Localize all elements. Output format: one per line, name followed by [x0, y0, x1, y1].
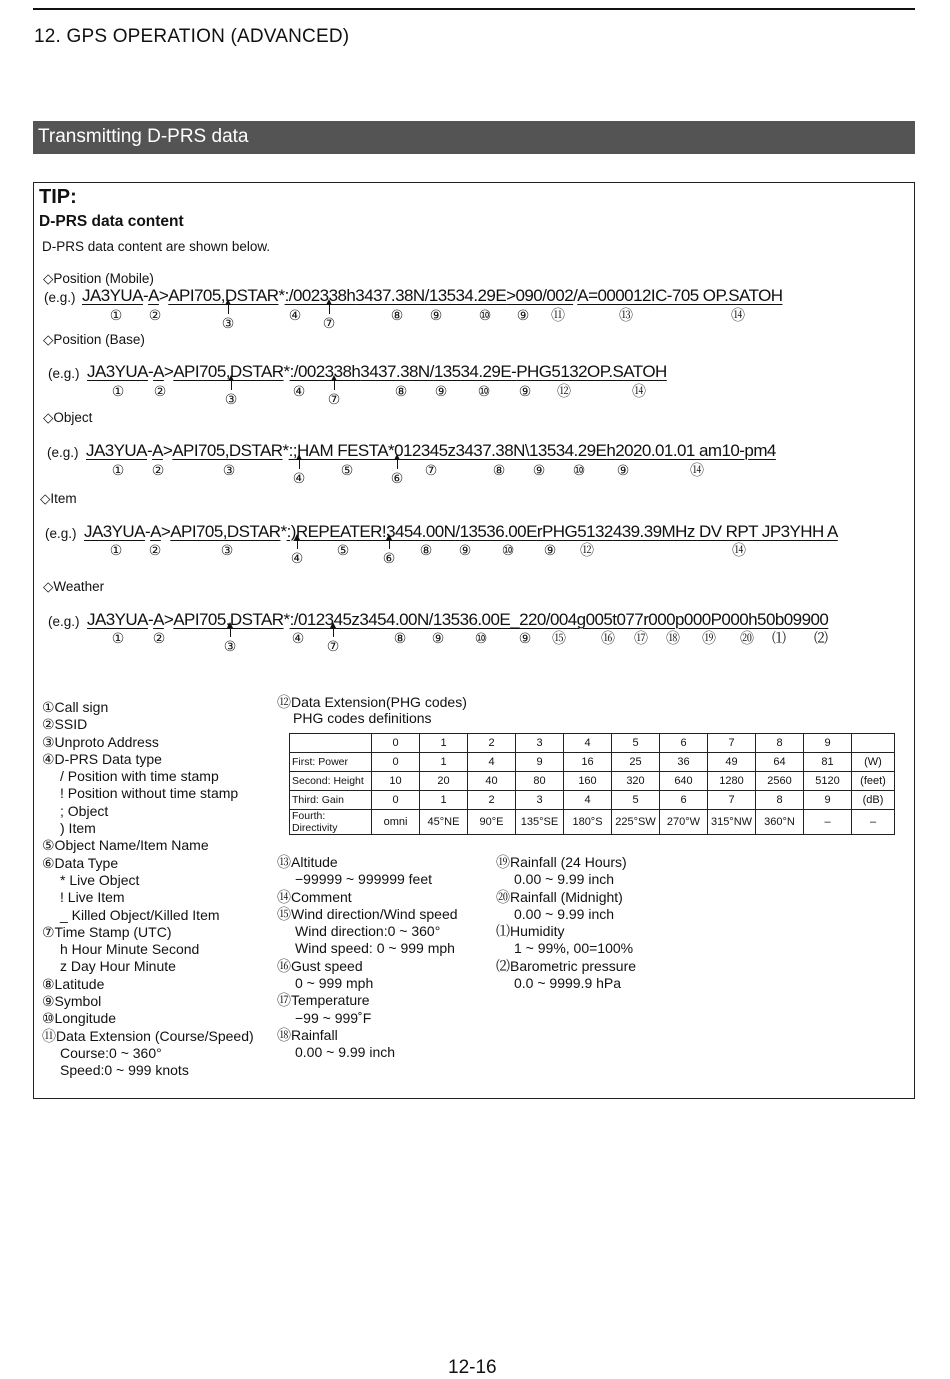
- callout-number: ⑨: [518, 383, 532, 399]
- phg-cell: 225°SW: [612, 810, 660, 835]
- section-bar: [33, 121, 915, 154]
- example-segment: API705,DSTAR: [168, 286, 279, 305]
- callout-number: ①: [111, 462, 125, 478]
- example-segment: OP.SATOH: [587, 362, 667, 381]
- example-segment: /: [429, 362, 434, 381]
- pointer-arrow-icon: [297, 539, 298, 549]
- phg-cell: 8: [756, 791, 804, 810]
- phg-cell: 7: [708, 791, 756, 810]
- phg-cell: 3: [516, 791, 564, 810]
- callout-number: ②: [151, 462, 165, 478]
- callout-number: ④: [292, 383, 306, 399]
- phg-cell: 2: [468, 734, 516, 753]
- example-segment: /: [428, 610, 433, 629]
- tip-subheading: D-PRS data content: [39, 213, 184, 230]
- example-segment: p000: [675, 610, 711, 629]
- phg-cell: 64: [756, 753, 804, 772]
- example-segment: IC-705 OP.SATOH: [650, 286, 783, 305]
- example-label: ◇Object: [43, 410, 93, 425]
- example-segment: >: [163, 610, 174, 629]
- example-segment: h50: [748, 610, 775, 629]
- legend-item: ! Position without time stamp: [60, 785, 239, 802]
- legend-item: ⑴Humidity: [496, 923, 565, 940]
- example-segment: *: [283, 362, 290, 381]
- legend-item: ②SSID: [42, 716, 88, 733]
- tip-heading: TIP:: [39, 186, 77, 208]
- example-segment: -: [511, 362, 517, 381]
- phg-cell: 1: [420, 753, 468, 772]
- legend-middle: [277, 854, 458, 1062]
- example-segment: 3454.00N: [386, 522, 456, 541]
- phg-cell: 36: [660, 753, 708, 772]
- callout-number: ⑥: [390, 470, 404, 486]
- phg-cell: –: [804, 810, 852, 835]
- phg-cell: 160: [564, 772, 612, 791]
- example-segment: *: [278, 286, 285, 305]
- callout-number: ⑩: [572, 462, 586, 478]
- callout-number: ⑩: [501, 542, 515, 558]
- example-segment: -: [144, 522, 151, 541]
- pointer-arrow-icon: [334, 380, 335, 390]
- eg-label: (e.g.): [48, 366, 80, 381]
- legend-item: ⑳Rainfall (Midnight): [496, 888, 623, 905]
- legend-item: ⑯Gust speed: [277, 957, 363, 974]
- example-segment: 3437.38N: [455, 441, 525, 460]
- example-segment: /: [424, 286, 429, 305]
- phg-cell: 4: [468, 753, 516, 772]
- legend-item: _ Killed Object/Killed Item: [60, 906, 220, 923]
- callout-number: ⑭: [632, 383, 646, 399]
- example-label: ◇Position (Base): [43, 332, 145, 347]
- phg-title: ⑫Data Extension(PHG codes): [277, 694, 467, 710]
- example-segment: -: [147, 362, 154, 381]
- phg-row-label: Fourth: Directivity: [290, 810, 372, 835]
- phg-cell: 4: [564, 791, 612, 810]
- example-segment: JA3YUA: [86, 441, 147, 460]
- callout-number: ⑧: [390, 307, 404, 323]
- legend-item: Speed:0 ~ 999 knots: [60, 1062, 189, 1079]
- phg-cell: 81: [804, 753, 852, 772]
- pointer-arrow-icon: [397, 459, 398, 469]
- example-segment: 13536.00E: [432, 610, 511, 629]
- callout-number: ⑭: [732, 542, 746, 558]
- example-segment: A: [150, 522, 161, 541]
- callout-number: ⑨: [532, 462, 546, 478]
- callout-number: ①: [109, 307, 123, 323]
- phg-cell: 7: [708, 734, 756, 753]
- callout-number: ⑤: [340, 462, 354, 478]
- legend-item: Wind speed: 0 ~ 999 mph: [295, 940, 455, 957]
- callout-number: ②: [153, 383, 167, 399]
- callout-number: ⑨: [458, 542, 472, 558]
- callout-number: ③: [220, 542, 234, 558]
- example-segment: 13534.29E: [433, 362, 512, 381]
- callout-number: ②: [148, 307, 162, 323]
- phg-cell: 80: [516, 772, 564, 791]
- phg-subtitle: PHG codes definitions: [293, 710, 432, 726]
- example-segment: A: [152, 441, 163, 460]
- phg-cell: 5: [612, 791, 660, 810]
- example-segment: >: [163, 362, 174, 381]
- tip-intro: D-PRS data content are shown below.: [42, 239, 271, 254]
- example-segment: PHG5132: [542, 522, 613, 541]
- legend-item: 0.00 ~ 9.99 inch: [514, 871, 615, 888]
- phg-cell: 270°W: [660, 810, 708, 835]
- legend-item: ⑥Data Type: [42, 854, 119, 871]
- callout-number: ⑩: [474, 630, 488, 646]
- phg-cell: 1: [420, 791, 468, 810]
- legend-item: ⑩Longitude: [42, 1010, 117, 1027]
- example-segment: P000: [710, 610, 749, 629]
- legend-right: [496, 854, 636, 992]
- example-segment: -: [147, 610, 154, 629]
- example-segment: API705,DSTAR: [173, 362, 284, 381]
- phg-cell: 4: [564, 734, 612, 753]
- phg-row-label: Second: Height: [290, 772, 372, 791]
- example-segment: -: [142, 286, 149, 305]
- callout-number: ③: [223, 638, 237, 654]
- phg-cell: 16: [564, 753, 612, 772]
- phg-cell: 360°N: [756, 810, 804, 835]
- callout-number: ⑤: [336, 542, 350, 558]
- legend-item: ⑪Data Extension (Course/Speed): [42, 1027, 254, 1044]
- legend-item: h Hour Minute Second: [60, 941, 200, 958]
- callout-number: ⑪: [551, 307, 565, 323]
- phg-cell: 3: [516, 734, 564, 753]
- phg-cell: 45°NE: [420, 810, 468, 835]
- phg-cell: 1: [420, 734, 468, 753]
- phg-cell: 0: [372, 791, 420, 810]
- example-segment: A: [153, 362, 164, 381]
- example-segment: JA3YUA: [82, 286, 143, 305]
- callout-number: ⑨: [616, 462, 630, 478]
- callout-number: ⑨: [434, 383, 448, 399]
- example-segment: 3437.38N: [355, 286, 425, 305]
- legend-item: ⑧Latitude: [42, 975, 105, 992]
- example-segment: 13534.29E: [428, 286, 507, 305]
- legend-item: ! Live Item: [60, 889, 125, 906]
- callout-number: ⑯: [601, 630, 615, 646]
- example-segment: !: [381, 522, 387, 541]
- legend-item: ) Item: [60, 820, 96, 837]
- example-segment: API705,DSTAR: [172, 441, 283, 460]
- legend-item: / Position with time stamp: [60, 768, 219, 785]
- example-segment: 439.39MHz DV RPT JP3YHH A: [612, 522, 838, 541]
- example-segment: >: [158, 286, 169, 305]
- phg-cell: 25: [612, 753, 660, 772]
- phg-cell: (dB): [852, 791, 895, 810]
- callout-number: ⑭: [690, 462, 704, 478]
- example-segment: /: [455, 522, 460, 541]
- chapter-title: 12. GPS OPERATION (ADVANCED): [34, 26, 350, 47]
- legend-item: ⑱Rainfall: [277, 1026, 338, 1043]
- pointer-arrow-icon: [299, 459, 300, 469]
- callout-number: ⑵: [814, 630, 828, 646]
- legend-item: ⑦Time Stamp (UTC): [42, 923, 172, 940]
- example-segment: REPEATER: [295, 522, 382, 541]
- pointer-arrow-icon: [231, 380, 232, 390]
- callout-number: ①: [109, 542, 123, 558]
- callout-number: ⑨: [516, 307, 530, 323]
- example-line: [82, 286, 783, 306]
- phg-cell: 5120: [804, 772, 852, 791]
- example-segment: >: [160, 522, 171, 541]
- phg-cell: 315°NW: [708, 810, 756, 835]
- phg-cell: 49: [708, 753, 756, 772]
- example-segment: 13536.00E: [459, 522, 537, 541]
- callout-number: ①: [111, 630, 125, 646]
- phg-row: [290, 753, 895, 772]
- example-segment: t077: [612, 610, 644, 629]
- example-segment: *: [282, 441, 289, 460]
- example-segment: :/: [284, 286, 293, 305]
- legend-item: ; Object: [60, 802, 109, 819]
- legend-item: ⑰Temperature: [277, 992, 370, 1009]
- example-segment: API705,DSTAR: [170, 522, 281, 541]
- eg-label: (e.g.): [47, 445, 79, 460]
- callout-number: ③: [224, 391, 238, 407]
- section-title: Transmitting D-PRS data: [38, 126, 249, 147]
- pointer-arrow-icon: [329, 304, 330, 314]
- callout-number: ④: [291, 630, 305, 646]
- callout-number: ⑫: [580, 542, 594, 558]
- example-segment: 13534.29E: [529, 441, 607, 460]
- example-segment: -: [146, 441, 153, 460]
- callout-number: ⑴: [772, 630, 786, 646]
- phg-cell: 640: [660, 772, 708, 791]
- callout-number: ⑮: [552, 630, 566, 646]
- phg-cell: 90°E: [468, 810, 516, 835]
- phg-table: [289, 733, 895, 835]
- phg-row-label: First: Power: [290, 753, 372, 772]
- phg-row: [290, 810, 895, 835]
- callout-number: ⑨: [543, 542, 557, 558]
- phg-cell: 2560: [756, 772, 804, 791]
- pointer-arrow-icon: [228, 304, 229, 314]
- legend-item: 0.00 ~ 9.99 inch: [295, 1044, 396, 1061]
- callout-number: ④: [290, 550, 304, 566]
- example-segment: 3437.38N: [360, 362, 430, 381]
- phg-cell: 6: [660, 734, 708, 753]
- phg-cell: 8: [756, 734, 804, 753]
- legend-item: ⑵Barometric pressure: [496, 957, 637, 974]
- example-segment: 012345z: [394, 441, 456, 460]
- legend-item: ⑮Wind direction/Wind speed: [277, 905, 458, 922]
- legend-item: 1 ~ 99%, 00=100%: [514, 940, 634, 957]
- callout-number: ②: [152, 630, 166, 646]
- callout-number: ⑱: [666, 630, 680, 646]
- top-rule: [33, 8, 915, 10]
- example-segment: /: [573, 286, 578, 305]
- phg-cell: 2: [468, 791, 516, 810]
- phg-cell: 320: [612, 772, 660, 791]
- callout-number: ⑲: [702, 630, 716, 646]
- phg-cell: 1280: [708, 772, 756, 791]
- example-segment: 220/004: [519, 610, 577, 629]
- callout-number: ⑩: [478, 307, 492, 323]
- callout-number: ⑦: [327, 391, 341, 407]
- phg-cell: omni: [372, 810, 420, 835]
- example-label: ◇Weather: [43, 579, 105, 594]
- callout-number: ③: [222, 462, 236, 478]
- phg-cell: 20: [420, 772, 468, 791]
- example-segment: :): [286, 522, 296, 541]
- legend-item: ④D-PRS Data type: [42, 750, 162, 767]
- callout-number: ⑨: [431, 630, 445, 646]
- example-segment: :/: [289, 362, 298, 381]
- callout-number: ⑧: [419, 542, 433, 558]
- pointer-arrow-icon: [333, 627, 334, 637]
- legend-item: ⑲Rainfall (24 Hours): [496, 854, 627, 870]
- example-segment: HAM FESTA: [296, 441, 389, 460]
- phg-row: [290, 791, 895, 810]
- phg-cell: 0: [372, 734, 420, 753]
- example-segment: 002338h: [297, 362, 361, 381]
- example-segment: JA3YUA: [87, 362, 148, 381]
- example-line: [84, 522, 838, 542]
- legend-item: ⑭Comment: [277, 888, 352, 905]
- eg-label: (e.g.): [48, 614, 80, 629]
- example-label: ◇Position (Mobile): [43, 271, 154, 286]
- callout-number: ⑦: [424, 462, 438, 478]
- phg-row-label: Third: Gain: [290, 791, 372, 810]
- example-segment: g005: [576, 610, 613, 629]
- callout-number: ⑧: [393, 630, 407, 646]
- legend-item: ⑤Object Name/Item Name: [42, 837, 209, 854]
- legend-item: * Live Object: [60, 871, 140, 888]
- callout-number: ⑧: [492, 462, 506, 478]
- example-segment: b09900: [774, 610, 829, 629]
- phg-cell: 135°SE: [516, 810, 564, 835]
- callout-number: ⑥: [382, 550, 396, 566]
- example-segment: *: [280, 522, 287, 541]
- phg-cell: (W): [852, 753, 895, 772]
- phg-cell: 180°S: [564, 810, 612, 835]
- example-segment: >: [162, 441, 173, 460]
- example-segment: 2020.01.01 am10-pm4: [615, 441, 776, 460]
- callout-number: ⑧: [394, 383, 408, 399]
- example-segment: 002338h: [292, 286, 356, 305]
- phg-cell: –: [852, 810, 895, 835]
- callout-number: ②: [148, 542, 162, 558]
- pointer-arrow-icon: [389, 539, 390, 549]
- callout-number: ①: [111, 383, 125, 399]
- example-segment: *: [283, 610, 290, 629]
- callout-number: ⑦: [326, 638, 340, 654]
- phg-cell: 9: [804, 734, 852, 753]
- example-segment: JA3YUA: [87, 610, 148, 629]
- phg-row: [290, 772, 895, 791]
- example-segment: :;: [288, 441, 297, 460]
- legend-item: ⑬Altitude: [277, 854, 338, 870]
- eg-label: (e.g.): [44, 290, 76, 305]
- callout-number: ③: [221, 315, 235, 331]
- example-segment: >: [506, 286, 516, 305]
- eg-label: (e.g.): [45, 526, 77, 541]
- legend-item: ⑨Symbol: [42, 993, 102, 1010]
- callout-number: ⑩: [477, 383, 491, 399]
- legend-left: [42, 699, 254, 1080]
- example-segment: A=000012: [577, 286, 651, 305]
- callout-number: ④: [288, 307, 302, 323]
- example-segment: JA3YUA: [84, 522, 145, 541]
- callout-number: ⑨: [429, 307, 443, 323]
- legend-item: −99 ~ 999˚F: [295, 1009, 372, 1026]
- callout-number: ⑳: [740, 630, 754, 646]
- legend-item: Course:0 ~ 360°: [60, 1044, 162, 1061]
- phg-cell: 0: [372, 753, 420, 772]
- example-line: [86, 441, 776, 461]
- example-segment: A: [148, 286, 159, 305]
- callout-number: ⑦: [322, 315, 336, 331]
- example-line: [87, 362, 667, 382]
- callout-number: ⑨: [518, 630, 532, 646]
- legend-item: 0.0 ~ 9999.9 hPa: [514, 975, 622, 992]
- legend-item: Wind direction:0 ~ 360°: [295, 923, 441, 940]
- phg-cell: 40: [468, 772, 516, 791]
- page-number: 12-16: [448, 1357, 497, 1378]
- example-segment: _: [510, 610, 520, 629]
- example-segment: r000: [643, 610, 676, 629]
- example-segment: PHG5132: [516, 362, 588, 381]
- example-segment: API705,DSTAR: [173, 610, 284, 629]
- phg-header-row: [290, 734, 895, 753]
- callout-number: ④: [292, 470, 306, 486]
- example-segment: 3454.00N: [359, 610, 429, 629]
- callout-number: ⑰: [634, 630, 648, 646]
- pointer-arrow-icon: [230, 627, 231, 637]
- legend-item: 0 ~ 999 mph: [295, 975, 374, 992]
- example-segment: 090/002: [515, 286, 574, 305]
- legend-item: ③Unproto Address: [42, 733, 159, 750]
- phg-cell: 5: [612, 734, 660, 753]
- example-segment: *: [388, 441, 395, 460]
- phg-cell: 10: [372, 772, 420, 791]
- example-label: ◇Item: [40, 491, 77, 506]
- legend-item: z Day Hour Minute: [60, 958, 176, 975]
- legend-item: −99999 ~ 999999 feet: [295, 871, 433, 888]
- phg-cell: 9: [516, 753, 564, 772]
- callout-number: ⑫: [557, 383, 571, 399]
- example-segment: h: [606, 441, 616, 460]
- example-line: [87, 610, 828, 630]
- example-segment: :/: [289, 610, 298, 629]
- phg-cell: (feet): [852, 772, 895, 791]
- example-segment: r: [536, 522, 542, 541]
- phg-cell: [852, 734, 895, 753]
- example-segment: A: [153, 610, 164, 629]
- phg-cell: 6: [660, 791, 708, 810]
- legend-item: 0.00 ~ 9.99 inch: [514, 905, 615, 922]
- phg-cell: [290, 734, 372, 753]
- callout-number: ⑬: [619, 307, 633, 323]
- legend-item: ①Call sign: [42, 699, 109, 715]
- example-segment: \: [524, 441, 530, 460]
- callout-number: ⑭: [731, 307, 745, 323]
- example-segment: 012345z: [297, 610, 360, 629]
- phg-cell: 9: [804, 791, 852, 810]
